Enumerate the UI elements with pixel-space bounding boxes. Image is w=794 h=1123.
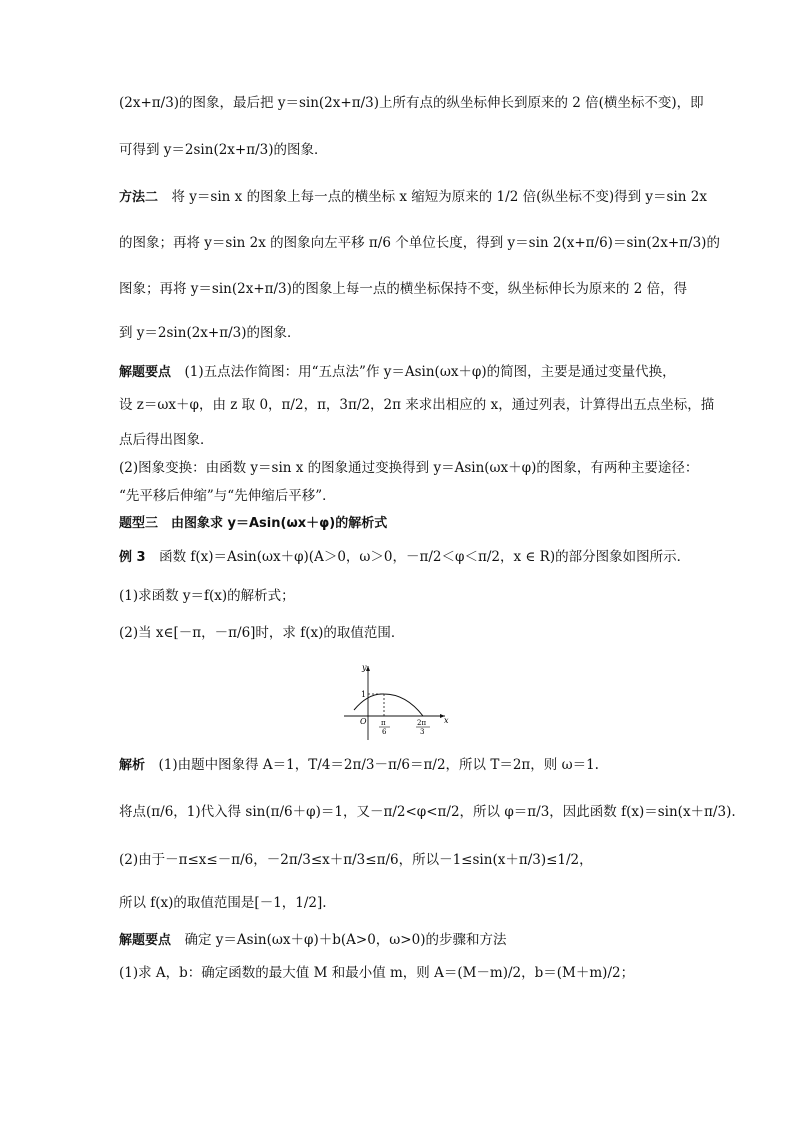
line-text: 将点(π/6，1)代入得 sin(π/6＋φ)＝1，又－π/2<φ<π/2，所以 φ＝π/3，因此函数 f(x)＝sin(x＋π/3). [119,804,736,820]
tick-pi6-den: 6 [382,728,387,736]
text-line-l17 [119,802,736,822]
tick-pi6-num: π [381,719,386,727]
line-text: 所以 f(x)的取值范围是[－1，1/2]. [119,895,327,911]
line-text: (2)图象变换：由函数 y＝sin x 的图象通过变换得到 y＝Asin(ωx＋φ)的图象，有两种主要途径： [119,460,699,476]
line-text: 点后得出图象． [119,432,214,448]
text-line-l6 [119,323,679,343]
bold-heading: 解题要点 [119,933,172,948]
line-text: 可得到 y＝2sin(2x+π/3)的图象． [119,142,328,158]
line-text: 设 z＝ωx＋φ，由 z 取 0，π/2，π，3π/2，2π 来求出相应的 x，通过列表，计算得出五点坐标，描 [119,397,715,413]
y-axis-label: y [362,663,367,672]
line-text: 到 y＝2sin(2x+π/3)的图象． [119,325,301,341]
text-line-l12 [119,513,679,534]
text-line-l11 [119,486,679,506]
bold-heading: 题型三 由图象求 y＝Asin(ωx＋φ)的解析式 [119,516,388,531]
line-text: (2x+π/3)的图象，最后把 y＝sin(2x+π/3)上所有点的纵坐标伸长到原来的 2 倍(横坐标不变)，即 [119,95,704,111]
text-line-l20 [119,930,679,951]
line-text: 图象；再将 y＝sin(2x+π/3)的图象上每一点的横坐标保持不变，纵坐标伸长为原来的 2 倍，得 [119,281,688,297]
line-text: 函数 f(x)＝Asin(ωx＋φ)(A＞0，ω＞0，－π/2＜φ＜π/2，x ∈ R)的部分图象如图所示． [145,549,691,565]
text-line-l2 [119,140,679,160]
text-line-l13 [119,547,691,568]
tick-2pi3-den: 3 [420,728,425,736]
one-label: 1 [361,690,367,699]
bold-heading: 解析 [119,758,146,773]
line-text: (1)求 A，b：确定函数的最大值 M 和最小值 m，则 A＝(M－m)/2，b＝(M＋m)/2； [119,965,635,981]
bold-heading: 解题要点 [119,365,172,380]
line-text: (1)由题中图象得 A＝1，T/4＝2π/3－π/6＝π/2，所以 T＝2π，则 ω＝1. [145,757,599,773]
origin-label: O [360,717,367,726]
bold-heading: 例 3 [119,550,146,565]
text-line-l15 [119,623,679,643]
function-graph-figure [340,660,452,742]
line-text: “先平移后伸缩”与“先伸缩后平移”． [119,488,336,504]
text-line-l18 [119,850,679,870]
line-text: 确定 y＝Asin(ωx＋φ)＋b(A>0，ω>0)的步骤和方法 [171,932,507,948]
y-axis-arrow [366,666,370,671]
text-line-l21 [119,963,679,983]
line-text: (2)由于－π≤x≤－π/6，－2π/3≤x＋π/3≤π/6，所以－1≤sin(x＋π/3)≤1/2， [119,852,593,868]
tick-2pi3-num: 2π [417,719,427,727]
bold-heading: 方法二 [119,190,159,205]
text-line-l5 [119,279,688,299]
line-text: (1)求函数 y＝f(x)的解析式； [119,588,295,604]
line-text: 的图象；再将 y＝sin 2x 的图象向左平移 π/6 个单位长度，得到 y＝sin 2(x+π/6)＝sin(2x+π/3)的 [119,235,720,251]
line-text: (1)五点法作简图：用“五点法”作 y＝Asin(ωx＋φ)的简图，主要是通过变量代换， [171,364,676,380]
text-line-l19 [119,893,679,913]
text-line-l16 [119,755,679,776]
text-line-l3 [119,187,707,208]
line-text: (2)当 x∈[－π，－π/6]时，求 f(x)的取值范围． [119,625,405,641]
text-line-l4 [119,233,720,253]
text-line-l1 [119,93,704,113]
text-line-l7 [119,362,679,383]
x-axis-label: x [444,716,449,725]
text-line-l9 [119,430,679,450]
text-line-l10 [119,458,699,478]
line-text: 将 y＝sin x 的图象上每一点的横坐标 x 缩短为原来的 1/2 倍(纵坐标不变)得到 y＝sin 2x [158,189,707,205]
text-line-l8 [119,395,715,415]
text-line-l14 [119,586,679,606]
